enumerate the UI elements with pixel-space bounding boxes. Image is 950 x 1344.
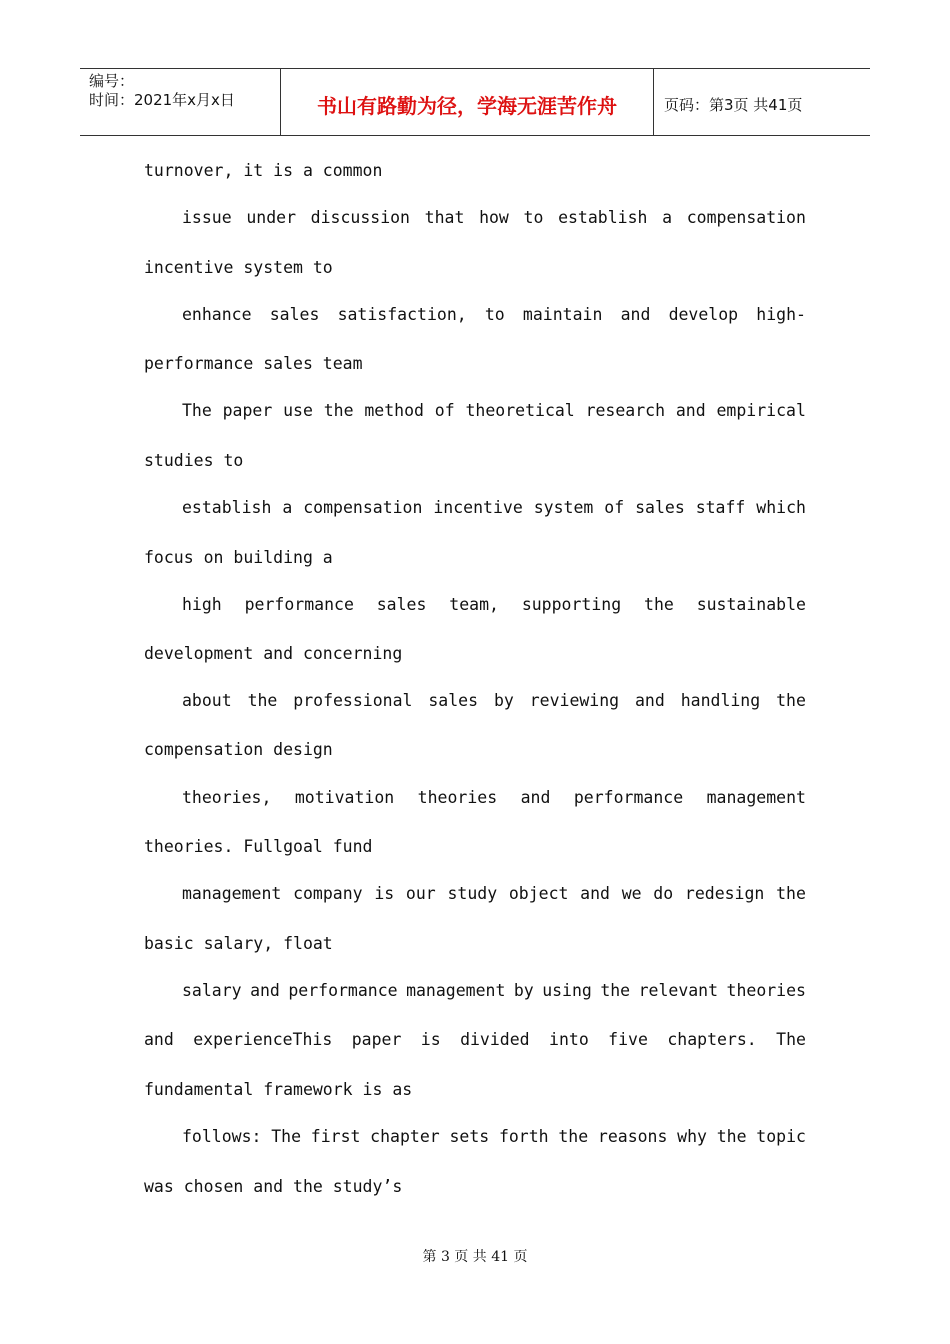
word: and	[635, 691, 665, 710]
word: a	[662, 208, 673, 227]
word: handling	[680, 691, 761, 710]
body-line	[182, 690, 806, 712]
word: the	[644, 595, 674, 614]
date-label: 时间：2021年x月x日	[89, 91, 235, 109]
word: using	[542, 981, 592, 1000]
word: how	[479, 208, 509, 227]
word: The	[271, 1127, 302, 1146]
word: experienceThis	[193, 1030, 333, 1049]
body-line	[182, 304, 806, 326]
word: and	[675, 401, 706, 420]
page-footer: 第 3 页 共 41 页	[422, 1249, 528, 1265]
word: high-	[756, 305, 806, 324]
word: object	[508, 884, 569, 903]
word: performance	[573, 788, 684, 807]
word: empirical	[716, 401, 806, 420]
word: paper	[351, 1030, 402, 1049]
word: follows:	[182, 1127, 262, 1146]
word: and	[520, 788, 551, 807]
word: supporting	[521, 595, 622, 614]
word: discussion	[310, 208, 410, 227]
word: to	[523, 208, 544, 227]
word: sustainable	[696, 595, 806, 614]
word: enhance	[182, 305, 252, 324]
word: that	[424, 208, 465, 227]
word: and	[250, 981, 280, 1000]
word: company	[293, 884, 363, 903]
body-line: basic salary, float	[144, 934, 333, 953]
word: into	[549, 1030, 589, 1049]
word: incentive	[433, 498, 523, 517]
word: is	[420, 1030, 441, 1049]
word: sales	[269, 305, 320, 324]
body-line: theories. Fullgoal fund	[144, 837, 373, 856]
word: divided	[460, 1030, 530, 1049]
word: by	[513, 981, 534, 1000]
word: professional	[293, 691, 413, 710]
word: and	[620, 305, 651, 324]
word: which	[756, 498, 806, 517]
word: of	[604, 498, 625, 517]
word: motivation	[294, 788, 395, 807]
word: relevant	[638, 981, 719, 1000]
body-line	[182, 497, 806, 519]
body-line	[182, 883, 806, 905]
word: high	[182, 595, 222, 614]
word: redesign	[684, 884, 765, 903]
word: sales	[376, 595, 427, 614]
body-line	[182, 1126, 806, 1148]
body-line	[182, 207, 806, 229]
word: The	[182, 401, 212, 420]
word: sales	[635, 498, 685, 517]
word: topic	[756, 1127, 806, 1146]
word: the	[600, 981, 631, 1000]
word: performance	[288, 981, 398, 1000]
body-line	[182, 980, 806, 1002]
word: chapters.	[667, 1030, 757, 1049]
word: use	[283, 401, 313, 420]
word: sales	[428, 691, 479, 710]
word: a	[282, 498, 293, 517]
word: why	[677, 1127, 707, 1146]
word: about	[182, 691, 232, 710]
header-page-info: 页码：第3页 共41页	[664, 95, 803, 114]
word: management	[406, 981, 506, 1000]
word: establish	[558, 208, 648, 227]
body-line: fundamental framework is as	[144, 1080, 413, 1099]
word: The	[776, 1030, 806, 1049]
header-meta	[80, 69, 281, 135]
word: five	[608, 1030, 648, 1049]
word: team,	[449, 595, 499, 614]
number-label: 编号：	[89, 72, 135, 90]
word: sets	[449, 1127, 490, 1146]
word: we	[621, 884, 642, 903]
word: theories	[726, 981, 806, 1000]
body-line	[144, 1029, 806, 1051]
word: theories	[417, 788, 498, 807]
body-line: development and concerning	[144, 644, 403, 663]
word: research	[585, 401, 666, 420]
word: performance	[244, 595, 354, 614]
word: the	[716, 1127, 747, 1146]
header-motto: 书山有路勤为径，学海无涯苦作舟	[281, 69, 654, 135]
body-line: turnover, it is a common	[144, 161, 383, 180]
word: of	[434, 401, 455, 420]
word: by	[493, 691, 514, 710]
word: management	[182, 884, 282, 903]
word: compensation	[303, 498, 423, 517]
word: system	[533, 498, 594, 517]
body-line: focus on building a	[144, 548, 333, 567]
word: staff	[695, 498, 746, 517]
word: salary	[182, 981, 242, 1000]
word: the	[776, 691, 806, 710]
word: first	[310, 1127, 361, 1146]
body-line: incentive system to	[144, 258, 333, 277]
body-line: compensation design	[144, 740, 333, 759]
word: reasons	[597, 1127, 668, 1146]
word: establish	[182, 498, 272, 517]
word: the	[776, 884, 806, 903]
body-line: studies to	[144, 451, 244, 470]
word: our	[405, 884, 436, 903]
page-header	[80, 68, 870, 136]
word: develop	[668, 305, 739, 324]
word: study	[447, 884, 498, 903]
word: issue	[182, 208, 232, 227]
word: do	[653, 884, 674, 903]
word: the	[247, 691, 278, 710]
word: the	[558, 1127, 589, 1146]
word: the	[323, 401, 354, 420]
word: method	[364, 401, 424, 420]
word: under	[246, 208, 296, 227]
word: theoretical	[465, 401, 575, 420]
word: and	[144, 1030, 174, 1049]
body-line: performance sales team	[144, 354, 363, 373]
body-line	[182, 400, 806, 422]
word: management	[706, 788, 806, 807]
word: satisfaction,	[337, 305, 467, 324]
word: theories,	[182, 788, 272, 807]
body-line	[182, 594, 806, 616]
word: to	[484, 305, 505, 324]
body-line: was chosen and the study’s	[144, 1177, 403, 1196]
word: and	[580, 884, 610, 903]
word: forth	[498, 1127, 549, 1146]
word: is	[374, 884, 395, 903]
body-line	[182, 787, 806, 809]
word: compensation	[686, 208, 806, 227]
word: reviewing	[529, 691, 620, 710]
word: chapter	[370, 1127, 440, 1146]
word: paper	[222, 401, 273, 420]
word: maintain	[522, 305, 603, 324]
